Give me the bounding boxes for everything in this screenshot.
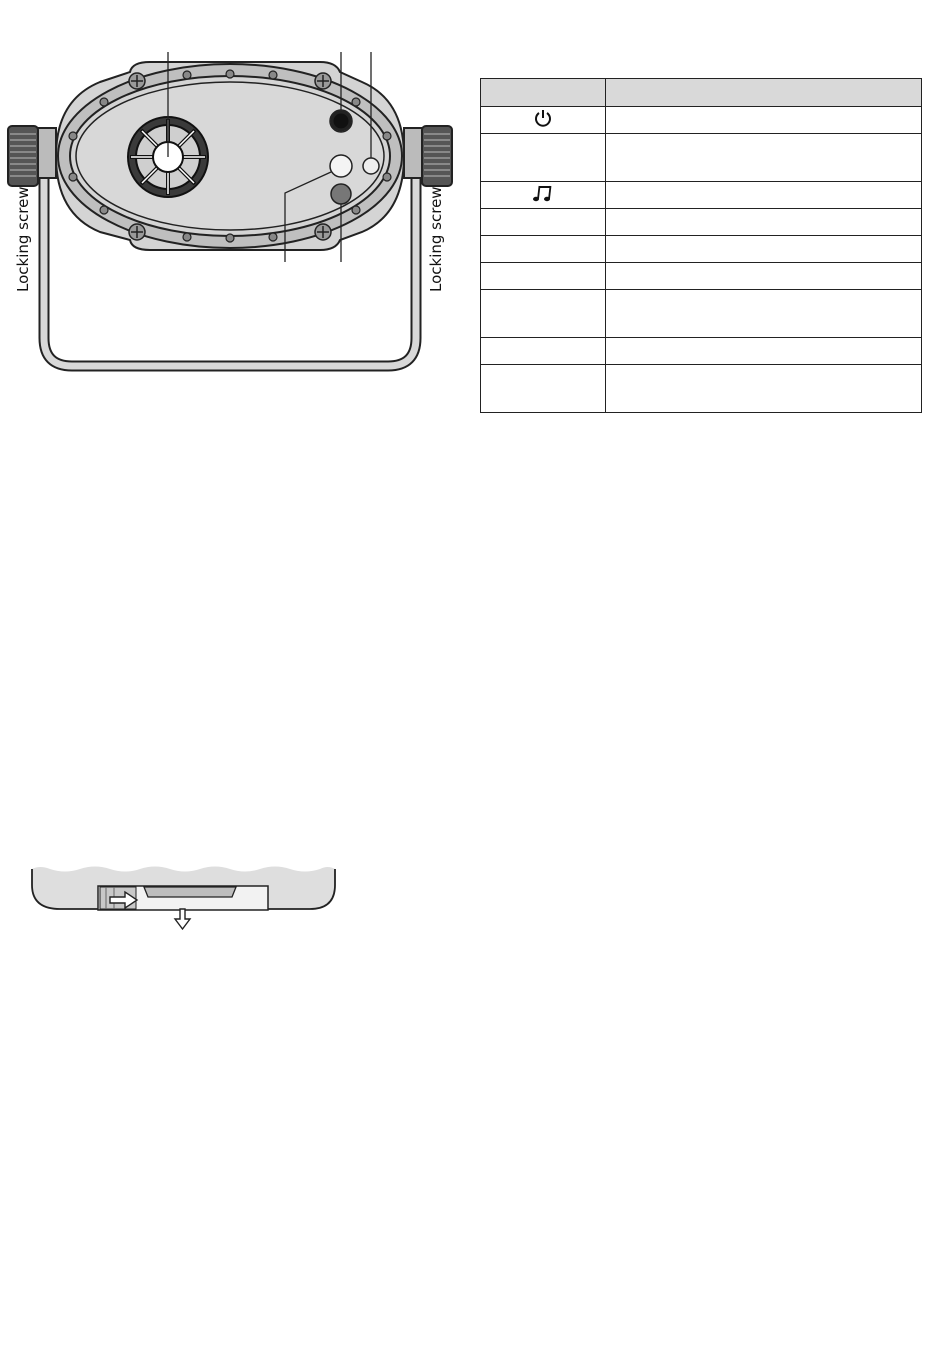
table-cell-symbol [481,182,606,209]
table-cell-symbol [481,263,606,290]
table-row [481,107,922,134]
table-cell-symbol [481,134,606,182]
left-locking-screw-label: Locking screw [14,186,32,292]
table-row [481,236,922,263]
table-cell-text [606,134,922,182]
indicator-led [363,158,379,174]
sd-card [144,887,236,897]
table-cell-text [606,182,922,209]
table-cell-text [606,209,922,236]
insert-down-arrow-icon [175,909,190,929]
table-row [481,338,922,365]
table-cell-text [606,263,922,290]
table-cell-symbol [481,290,606,338]
table-cell-text [606,236,922,263]
speaker-housing [56,62,404,250]
sd-card-slot-illustration [20,855,350,950]
power-button[interactable] [332,112,350,130]
table-cell-symbol [481,236,606,263]
table-row [481,134,922,182]
table-cell-symbol [481,209,606,236]
table-cell-text [606,365,922,413]
table-cell-symbol [481,107,606,134]
table-cell-symbol [481,365,606,413]
left-locking-screw [8,126,56,186]
table-cell-text [606,290,922,338]
table-row [481,263,922,290]
table-row [481,182,922,209]
function-button-light[interactable] [330,155,352,177]
table-row [481,365,922,413]
table-cell-text [606,338,922,365]
power-icon [533,108,553,128]
table-header-row [481,79,922,107]
table-row [481,290,922,338]
right-locking-screw [404,126,452,186]
music-note-icon [532,183,554,203]
speaker-device-illustration [0,0,470,420]
control-function-table [480,78,922,413]
function-button-dark[interactable] [331,184,351,204]
table-row [481,209,922,236]
table-cell-text [606,107,922,134]
table-header-cell [606,79,922,107]
table-cell-symbol [481,338,606,365]
table-header-cell [481,79,606,107]
right-locking-screw-label: Locking screw [427,186,445,292]
